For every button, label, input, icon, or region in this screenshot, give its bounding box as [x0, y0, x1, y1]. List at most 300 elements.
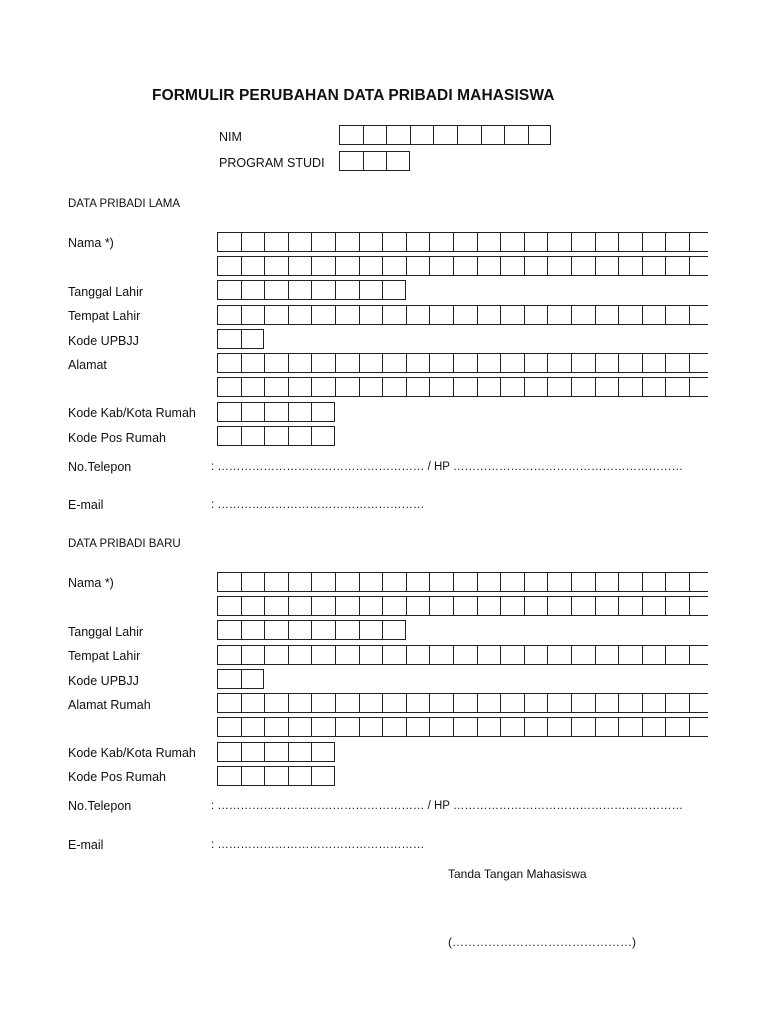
input-cell[interactable] [241, 766, 265, 786]
input-cell[interactable] [288, 256, 312, 276]
input-cell[interactable] [359, 232, 383, 252]
input-cell[interactable] [524, 377, 548, 397]
input-cell[interactable] [217, 766, 241, 786]
input-cell[interactable] [288, 620, 312, 640]
input-cell[interactable] [264, 280, 288, 300]
input-cell[interactable] [217, 377, 241, 397]
input-cell[interactable] [311, 305, 335, 325]
input-cell[interactable] [217, 645, 241, 665]
input-cell[interactable] [477, 596, 501, 616]
input-cell[interactable] [500, 717, 524, 737]
input-cell[interactable] [288, 645, 312, 665]
input-cell[interactable] [429, 256, 453, 276]
input-cell[interactable] [311, 596, 335, 616]
new-alamat-boxes-row2[interactable] [217, 717, 708, 737]
input-cell[interactable] [386, 125, 410, 145]
input-cell[interactable] [406, 232, 430, 252]
program-studi-boxes[interactable] [339, 151, 410, 171]
input-cell[interactable] [288, 402, 312, 422]
new-tanggal-lahir-boxes[interactable] [217, 620, 406, 640]
input-cell[interactable] [217, 353, 241, 373]
input-cell[interactable] [217, 256, 241, 276]
input-cell[interactable] [595, 256, 619, 276]
input-cell[interactable] [335, 377, 359, 397]
old-tanggal-lahir-boxes[interactable] [217, 280, 406, 300]
input-cell[interactable] [528, 125, 552, 145]
input-cell[interactable] [453, 377, 477, 397]
input-cell[interactable] [524, 353, 548, 373]
input-cell[interactable] [241, 693, 265, 713]
input-cell[interactable] [618, 693, 642, 713]
input-cell[interactable] [241, 232, 265, 252]
input-cell[interactable] [642, 596, 666, 616]
input-cell[interactable] [642, 232, 666, 252]
input-cell[interactable] [264, 717, 288, 737]
input-cell[interactable] [406, 693, 430, 713]
input-cell[interactable] [618, 305, 642, 325]
input-cell[interactable] [241, 402, 265, 422]
input-cell[interactable] [217, 693, 241, 713]
input-cell[interactable] [429, 572, 453, 592]
input-cell[interactable] [311, 232, 335, 252]
input-cell[interactable] [382, 256, 406, 276]
input-cell[interactable] [453, 353, 477, 373]
input-cell[interactable] [689, 717, 708, 737]
input-cell[interactable] [453, 645, 477, 665]
input-cell[interactable] [665, 596, 689, 616]
old-nama-boxes-row1[interactable] [217, 232, 708, 252]
input-cell[interactable] [288, 353, 312, 373]
input-cell[interactable] [477, 693, 501, 713]
input-cell[interactable] [382, 620, 406, 640]
input-cell[interactable] [477, 256, 501, 276]
input-cell[interactable] [500, 693, 524, 713]
input-cell[interactable] [288, 280, 312, 300]
input-cell[interactable] [382, 572, 406, 592]
input-cell[interactable] [241, 596, 265, 616]
input-cell[interactable] [359, 620, 383, 640]
input-cell[interactable] [500, 572, 524, 592]
input-cell[interactable] [477, 305, 501, 325]
input-cell[interactable] [618, 572, 642, 592]
input-cell[interactable] [689, 572, 708, 592]
input-cell[interactable] [359, 645, 383, 665]
input-cell[interactable] [382, 280, 406, 300]
input-cell[interactable] [504, 125, 528, 145]
input-cell[interactable] [311, 766, 335, 786]
input-cell[interactable] [571, 377, 595, 397]
input-cell[interactable] [382, 717, 406, 737]
old-telepon-line[interactable]: : ……………………………………………… / HP …………………………………………………… [211, 461, 683, 473]
input-cell[interactable] [595, 232, 619, 252]
input-cell[interactable] [241, 717, 265, 737]
input-cell[interactable] [642, 717, 666, 737]
input-cell[interactable] [453, 717, 477, 737]
input-cell[interactable] [595, 353, 619, 373]
old-nama-label: Nama *) [68, 236, 114, 250]
input-cell[interactable] [217, 232, 241, 252]
input-cell[interactable] [524, 305, 548, 325]
input-cell[interactable] [264, 305, 288, 325]
input-cell[interactable] [311, 717, 335, 737]
new-section-heading: DATA PRIBADI BARU [68, 538, 181, 550]
input-cell[interactable] [406, 256, 430, 276]
input-cell[interactable] [665, 572, 689, 592]
old-nama-boxes-row2[interactable] [217, 256, 708, 276]
input-cell[interactable] [311, 572, 335, 592]
input-cell[interactable] [500, 377, 524, 397]
input-cell[interactable] [500, 305, 524, 325]
new-tempat-lahir-boxes[interactable] [217, 645, 708, 665]
input-cell[interactable] [689, 305, 708, 325]
input-cell[interactable] [311, 426, 335, 446]
input-cell[interactable] [547, 693, 571, 713]
nim-boxes[interactable] [339, 125, 551, 145]
input-cell[interactable] [453, 596, 477, 616]
input-cell[interactable] [359, 280, 383, 300]
input-cell[interactable] [288, 377, 312, 397]
new-kode-pos-boxes[interactable] [217, 766, 335, 786]
old-tempat-lahir-label: Tempat Lahir [68, 309, 141, 323]
input-cell[interactable] [288, 596, 312, 616]
input-cell[interactable] [618, 377, 642, 397]
input-cell[interactable] [264, 742, 288, 762]
input-cell[interactable] [288, 232, 312, 252]
input-cell[interactable] [457, 125, 481, 145]
input-cell[interactable] [241, 669, 265, 689]
input-cell[interactable] [359, 717, 383, 737]
new-telepon-line[interactable]: : ……………………………………………… / HP …………………………………………………… [211, 800, 683, 812]
input-cell[interactable] [429, 353, 453, 373]
input-cell[interactable] [429, 377, 453, 397]
input-cell[interactable] [547, 353, 571, 373]
input-cell[interactable] [477, 377, 501, 397]
input-cell[interactable] [453, 232, 477, 252]
input-cell[interactable] [406, 305, 430, 325]
input-cell[interactable] [359, 572, 383, 592]
input-cell[interactable] [406, 596, 430, 616]
input-cell[interactable] [547, 572, 571, 592]
input-cell[interactable] [217, 329, 241, 349]
new-tempat-lahir-label: Tempat Lahir [68, 649, 141, 663]
input-cell[interactable] [288, 693, 312, 713]
input-cell[interactable] [311, 280, 335, 300]
input-cell[interactable] [642, 645, 666, 665]
input-cell[interactable] [665, 645, 689, 665]
input-cell[interactable] [665, 693, 689, 713]
input-cell[interactable] [481, 125, 505, 145]
input-cell[interactable] [359, 596, 383, 616]
input-cell[interactable] [335, 717, 359, 737]
new-nama-boxes-row2[interactable] [217, 596, 708, 616]
input-cell[interactable] [264, 693, 288, 713]
input-cell[interactable] [241, 353, 265, 373]
input-cell[interactable] [642, 572, 666, 592]
new-email-line[interactable]: : ……………………………………………… [211, 839, 425, 851]
new-kode-kab-boxes[interactable] [217, 742, 335, 762]
input-cell[interactable] [382, 596, 406, 616]
input-cell[interactable] [595, 572, 619, 592]
input-cell[interactable] [665, 717, 689, 737]
input-cell[interactable] [642, 693, 666, 713]
input-cell[interactable] [547, 305, 571, 325]
input-cell[interactable] [500, 256, 524, 276]
input-cell[interactable] [665, 256, 689, 276]
input-cell[interactable] [665, 305, 689, 325]
input-cell[interactable] [311, 742, 335, 762]
input-cell[interactable] [595, 693, 619, 713]
input-cell[interactable] [571, 717, 595, 737]
input-cell[interactable] [264, 766, 288, 786]
input-cell[interactable] [386, 151, 410, 171]
input-cell[interactable] [335, 596, 359, 616]
input-cell[interactable] [477, 572, 501, 592]
old-kode-kab-boxes[interactable] [217, 402, 335, 422]
input-cell[interactable] [689, 256, 708, 276]
input-cell[interactable] [429, 596, 453, 616]
old-kode-upbjj-label: Kode UPBJJ [68, 334, 139, 348]
old-tempat-lahir-boxes[interactable] [217, 305, 708, 325]
old-kode-pos-boxes[interactable] [217, 426, 335, 446]
input-cell[interactable] [689, 596, 708, 616]
input-cell[interactable] [217, 402, 241, 422]
input-cell[interactable] [264, 572, 288, 592]
input-cell[interactable] [335, 232, 359, 252]
old-telepon-label: No.Telepon [68, 460, 132, 474]
input-cell[interactable] [524, 596, 548, 616]
input-cell[interactable] [311, 620, 335, 640]
input-cell[interactable] [241, 426, 265, 446]
old-alamat-boxes-row2[interactable] [217, 377, 708, 397]
new-nama-boxes-row1[interactable] [217, 572, 708, 592]
input-cell[interactable] [264, 377, 288, 397]
input-cell[interactable] [500, 232, 524, 252]
input-cell[interactable] [453, 305, 477, 325]
input-cell[interactable] [571, 645, 595, 665]
input-cell[interactable] [264, 620, 288, 640]
input-cell[interactable] [335, 620, 359, 640]
input-cell[interactable] [642, 377, 666, 397]
new-telepon-label: No.Telepon [68, 799, 132, 813]
new-email-label: E-mail [68, 838, 104, 852]
input-cell[interactable] [595, 596, 619, 616]
input-cell[interactable] [335, 256, 359, 276]
input-cell[interactable] [618, 717, 642, 737]
old-email-line[interactable]: : ……………………………………………… [211, 499, 425, 511]
input-cell[interactable] [311, 377, 335, 397]
input-cell[interactable] [406, 645, 430, 665]
input-cell[interactable] [665, 232, 689, 252]
input-cell[interactable] [311, 256, 335, 276]
input-cell[interactable] [359, 377, 383, 397]
input-cell[interactable] [571, 232, 595, 252]
input-cell[interactable] [359, 693, 383, 713]
new-nama-label: Nama *) [68, 576, 114, 590]
input-cell[interactable] [547, 645, 571, 665]
input-cell[interactable] [217, 717, 241, 737]
input-cell[interactable] [264, 402, 288, 422]
input-cell[interactable] [406, 377, 430, 397]
input-cell[interactable] [689, 693, 708, 713]
input-cell[interactable] [595, 717, 619, 737]
input-cell[interactable] [524, 717, 548, 737]
input-cell[interactable] [524, 256, 548, 276]
input-cell[interactable] [217, 280, 241, 300]
input-cell[interactable] [500, 645, 524, 665]
input-cell[interactable] [288, 305, 312, 325]
input-cell[interactable] [429, 717, 453, 737]
input-cell[interactable] [477, 717, 501, 737]
input-cell[interactable] [363, 125, 387, 145]
input-cell[interactable] [524, 232, 548, 252]
input-cell[interactable] [241, 305, 265, 325]
input-cell[interactable] [524, 693, 548, 713]
input-cell[interactable] [429, 693, 453, 713]
input-cell[interactable] [264, 232, 288, 252]
input-cell[interactable] [571, 596, 595, 616]
input-cell[interactable] [311, 693, 335, 713]
input-cell[interactable] [335, 280, 359, 300]
input-cell[interactable] [264, 596, 288, 616]
input-cell[interactable] [665, 353, 689, 373]
input-cell[interactable] [571, 256, 595, 276]
input-cell[interactable] [477, 353, 501, 373]
input-cell[interactable] [618, 645, 642, 665]
input-cell[interactable] [335, 353, 359, 373]
input-cell[interactable] [429, 645, 453, 665]
input-cell[interactable] [335, 645, 359, 665]
input-cell[interactable] [595, 305, 619, 325]
input-cell[interactable] [264, 645, 288, 665]
input-cell[interactable] [241, 329, 265, 349]
input-cell[interactable] [363, 151, 387, 171]
input-cell[interactable] [429, 305, 453, 325]
input-cell[interactable] [595, 377, 619, 397]
input-cell[interactable] [288, 766, 312, 786]
input-cell[interactable] [241, 645, 265, 665]
input-cell[interactable] [288, 572, 312, 592]
input-cell[interactable] [595, 645, 619, 665]
input-cell[interactable] [264, 353, 288, 373]
input-cell[interactable] [477, 232, 501, 252]
input-cell[interactable] [406, 717, 430, 737]
old-email-label: E-mail [68, 498, 104, 512]
input-cell[interactable] [406, 572, 430, 592]
input-cell[interactable] [618, 596, 642, 616]
input-cell[interactable] [433, 125, 457, 145]
input-cell[interactable] [571, 693, 595, 713]
input-cell[interactable] [571, 572, 595, 592]
input-cell[interactable] [547, 232, 571, 252]
input-cell[interactable] [241, 742, 265, 762]
input-cell[interactable] [359, 305, 383, 325]
form-title: FORMULIR PERUBAHAN DATA PRIBADI MAHASISWA [152, 87, 555, 104]
input-cell[interactable] [642, 256, 666, 276]
input-cell[interactable] [453, 572, 477, 592]
input-cell[interactable] [500, 353, 524, 373]
input-cell[interactable] [524, 572, 548, 592]
input-cell[interactable] [571, 353, 595, 373]
input-cell[interactable] [217, 596, 241, 616]
input-cell[interactable] [217, 620, 241, 640]
input-cell[interactable] [359, 256, 383, 276]
input-cell[interactable] [217, 572, 241, 592]
input-cell[interactable] [335, 693, 359, 713]
input-cell[interactable] [642, 353, 666, 373]
input-cell[interactable] [382, 377, 406, 397]
input-cell[interactable] [689, 645, 708, 665]
input-cell[interactable] [311, 645, 335, 665]
input-cell[interactable] [618, 232, 642, 252]
input-cell[interactable] [241, 572, 265, 592]
signature-line[interactable]: (………………………………………) [448, 935, 636, 949]
input-cell[interactable] [241, 377, 265, 397]
input-cell[interactable] [339, 125, 363, 145]
old-kode-upbjj-boxes[interactable] [217, 329, 264, 349]
input-cell[interactable] [382, 645, 406, 665]
input-cell[interactable] [500, 596, 524, 616]
input-cell[interactable] [665, 377, 689, 397]
input-cell[interactable] [339, 151, 363, 171]
new-alamat-boxes-row1[interactable] [217, 693, 708, 713]
new-kode-upbjj-boxes[interactable] [217, 669, 264, 689]
input-cell[interactable] [288, 717, 312, 737]
input-cell[interactable] [524, 645, 548, 665]
input-cell[interactable] [618, 353, 642, 373]
signature-label: Tanda Tangan Mahasiswa [448, 867, 587, 881]
old-kode-kab-label: Kode Kab/Kota Rumah [68, 406, 196, 420]
input-cell[interactable] [406, 353, 430, 373]
input-cell[interactable] [642, 305, 666, 325]
input-cell[interactable] [547, 256, 571, 276]
input-cell[interactable] [335, 572, 359, 592]
input-cell[interactable] [382, 693, 406, 713]
input-cell[interactable] [429, 232, 453, 252]
input-cell[interactable] [477, 645, 501, 665]
input-cell[interactable] [618, 256, 642, 276]
input-cell[interactable] [453, 256, 477, 276]
input-cell[interactable] [264, 256, 288, 276]
input-cell[interactable] [547, 377, 571, 397]
input-cell[interactable] [453, 693, 477, 713]
input-cell[interactable] [382, 232, 406, 252]
input-cell[interactable] [689, 232, 708, 252]
input-cell[interactable] [335, 305, 359, 325]
input-cell[interactable] [288, 426, 312, 446]
input-cell[interactable] [311, 353, 335, 373]
input-cell[interactable] [217, 669, 241, 689]
input-cell[interactable] [311, 402, 335, 422]
input-cell[interactable] [241, 256, 265, 276]
input-cell[interactable] [547, 596, 571, 616]
input-cell[interactable] [217, 426, 241, 446]
old-alamat-boxes-row1[interactable] [217, 353, 708, 373]
input-cell[interactable] [288, 742, 312, 762]
input-cell[interactable] [689, 377, 708, 397]
input-cell[interactable] [410, 125, 434, 145]
input-cell[interactable] [217, 742, 241, 762]
input-cell[interactable] [382, 305, 406, 325]
input-cell[interactable] [241, 620, 265, 640]
input-cell[interactable] [359, 353, 383, 373]
input-cell[interactable] [241, 280, 265, 300]
input-cell[interactable] [689, 353, 708, 373]
input-cell[interactable] [547, 717, 571, 737]
input-cell[interactable] [264, 426, 288, 446]
input-cell[interactable] [217, 305, 241, 325]
input-cell[interactable] [382, 353, 406, 373]
input-cell[interactable] [571, 305, 595, 325]
